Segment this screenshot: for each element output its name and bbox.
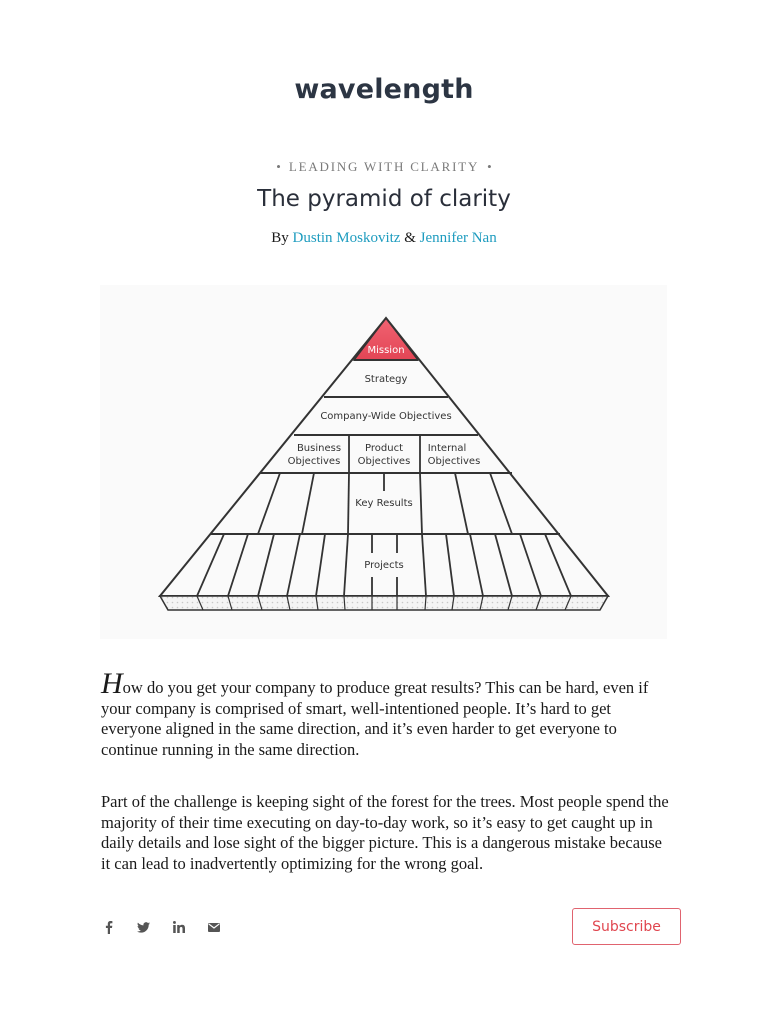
facebook-icon[interactable] bbox=[98, 918, 119, 936]
article-paragraph-1 bbox=[101, 667, 671, 760]
pyramid-figure bbox=[100, 285, 667, 639]
objectives-dividers bbox=[349, 435, 420, 473]
site-logo[interactable]: wavelength bbox=[294, 74, 474, 105]
subscribe-button[interactable]: Subscribe bbox=[572, 908, 681, 945]
share-bar bbox=[98, 918, 224, 936]
byline bbox=[0, 230, 768, 247]
email-icon[interactable] bbox=[203, 918, 224, 936]
twitter-icon[interactable] bbox=[133, 918, 154, 936]
paragraph-1-text: ow do you get your company to produce great results? This can be hard, even if your company is comprised of smart, well-intentioned people. It’s hard to get everyone aligned in the same direction, and it’s even harder to get everyone to continue running in the same direction. bbox=[101, 678, 649, 759]
author-link-1[interactable]: Dustin Moskovitz bbox=[292, 230, 401, 246]
article-paragraph-2 bbox=[101, 792, 671, 874]
byline-prefix: By bbox=[271, 230, 289, 246]
label-internal-objectives-2: Objectives bbox=[427, 456, 481, 467]
article-kicker[interactable] bbox=[0, 159, 768, 175]
pyramid-diagram bbox=[100, 285, 667, 639]
drop-cap: H bbox=[101, 667, 123, 700]
label-strategy: Strategy bbox=[364, 374, 408, 385]
byline-separator: & bbox=[404, 230, 416, 246]
linkedin-icon[interactable] bbox=[168, 918, 189, 936]
label-mission: Mission bbox=[367, 345, 405, 356]
kicker-label: LEADING WITH CLARITY bbox=[288, 159, 480, 174]
kicker-dot-left: • bbox=[276, 159, 281, 174]
page-title: The pyramid of clarity bbox=[257, 186, 511, 212]
kicker-dot-right: • bbox=[487, 159, 492, 174]
author-link-2[interactable]: Jennifer Nan bbox=[419, 230, 497, 246]
label-internal-objectives-1: Internal bbox=[427, 443, 467, 454]
label-projects: Projects bbox=[364, 560, 404, 571]
label-product-objectives-1: Product bbox=[365, 443, 403, 454]
label-product-objectives-2: Objectives bbox=[357, 456, 411, 467]
label-business-objectives-2: Objectives bbox=[287, 456, 341, 467]
paragraph-2-text: Part of the challenge is keeping sight of the forest for the trees. Most people spend the majority of their time executing on day-to-day work, so it’s easy to get caught up in daily details and lose sight of the bigger picture. This is a dangerous mistake because it can lead to inadvertently optimizing for the wrong goal. bbox=[101, 792, 669, 873]
label-business-objectives-1: Business bbox=[296, 443, 342, 454]
label-company-objectives: Company-Wide Objectives bbox=[320, 411, 452, 422]
label-key-results: Key Results bbox=[355, 498, 413, 509]
